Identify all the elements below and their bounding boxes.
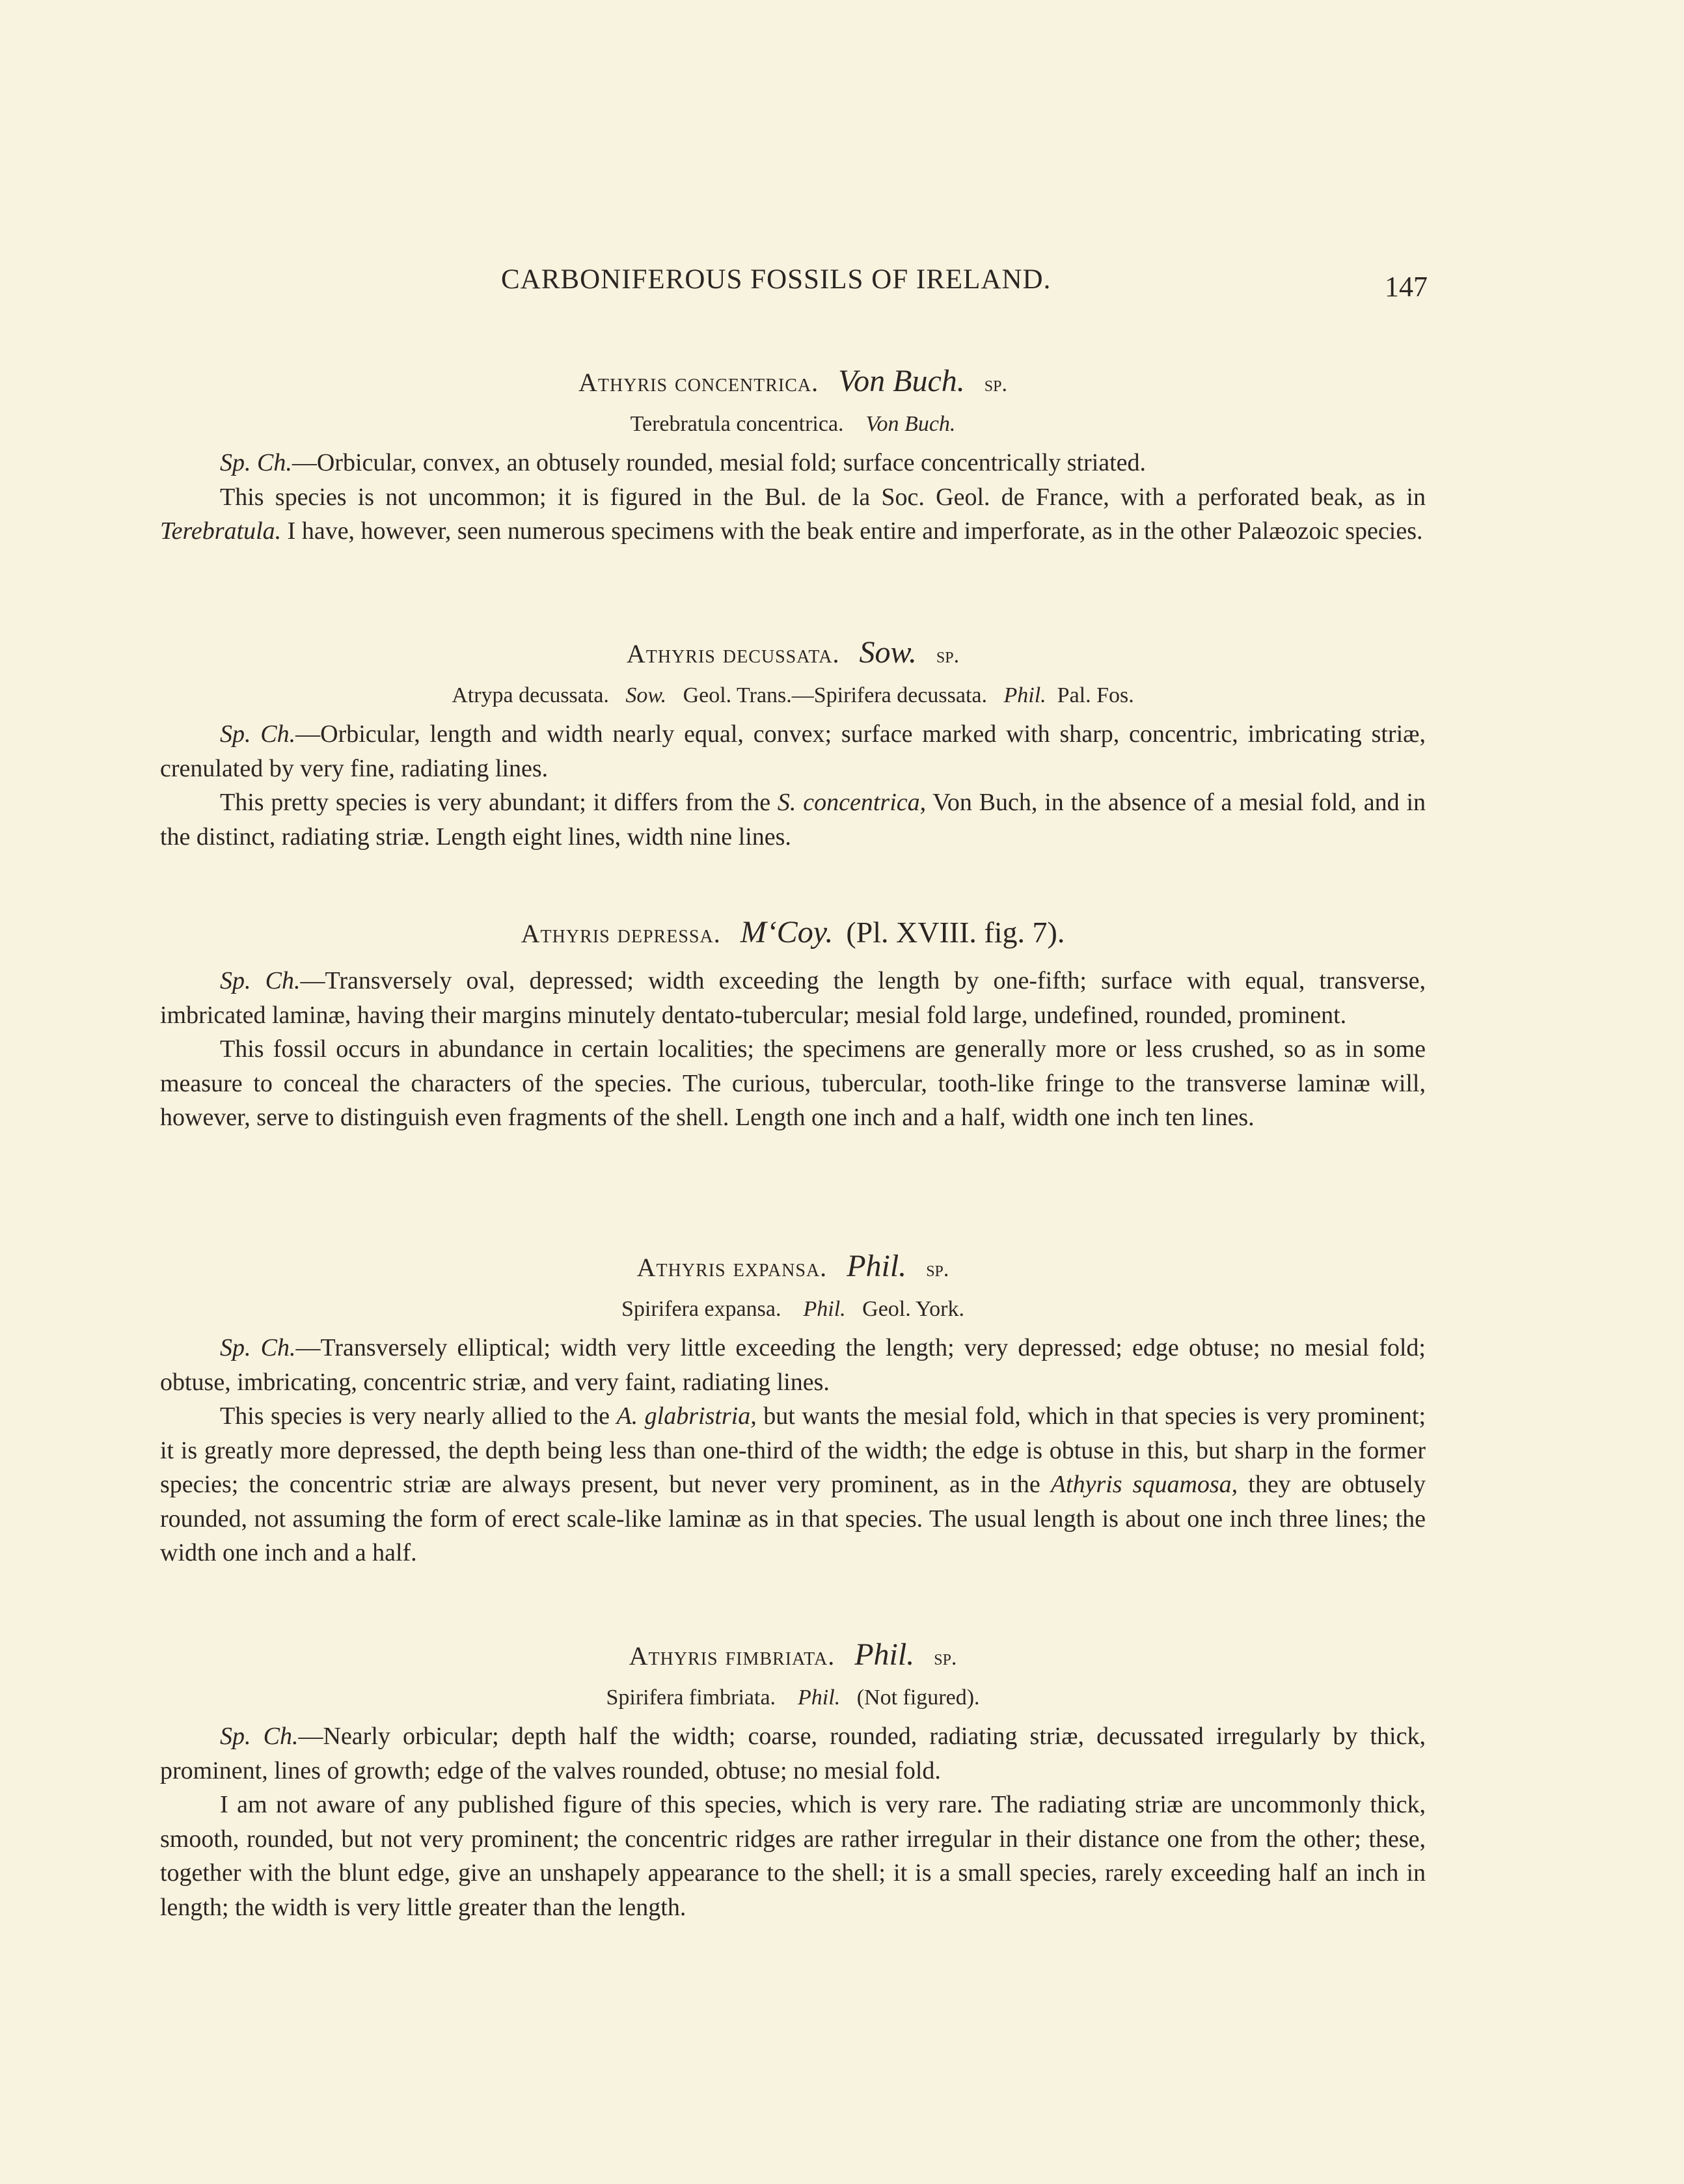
species-author: M‘Coy. (740, 915, 834, 949)
species-heading (160, 914, 1426, 952)
synonymy-line (160, 408, 1426, 441)
synonym-author: Phil. (798, 1686, 841, 1710)
species-name: Athyris fimbriata. (629, 1641, 835, 1671)
species-abbrev: sp. (934, 1646, 957, 1670)
species-heading (160, 363, 1426, 403)
species-entry-depressa (160, 914, 1426, 1135)
sp-ch-text: —Orbicular, convex, an obtusely rounded, mesial fold; surface concentrically striated. (292, 449, 1147, 476)
specific-characters (160, 1719, 1426, 1788)
synonym-name: Geol. Trans.—Spirifera decussata. (683, 683, 987, 707)
species-name: Athyris expansa. (636, 1253, 828, 1282)
sp-ch-label: Sp. Ch. (220, 1334, 296, 1361)
species-abbrev: sp. (984, 372, 1007, 396)
specific-characters (160, 964, 1426, 1032)
species-heading (160, 635, 1426, 674)
description-italic: A. glabristria, (616, 1402, 757, 1430)
species-author: Sow. (859, 635, 917, 670)
sp-ch-label: Sp. Ch. (220, 449, 292, 476)
species-author: Von Buch. (838, 364, 965, 398)
description-text: I am not aware of any published figure of this species, which is very rare. The radiating striæ are uncommonly thick, smooth, rounded, but not very prominent; the concentric ridges are rather irregular in their distance one from the other; these, together with the blunt edge, give an unshapely appearance to the shell; it is a small species, rarely exceeding half an inch in length; the width is very little greater than the length. (160, 1791, 1426, 1921)
sp-ch-text: —Transversely oval, depressed; width exceeding the length by one-fifth; surface with equal, transverse, imbricated laminæ, having their margins minutely dentato-tubercular; mesial fold large, undefined, rounded, prominent. (160, 967, 1426, 1029)
species-heading (160, 1248, 1426, 1288)
synonym-name: Spirifera expansa. (621, 1297, 781, 1321)
description-text: This species is very nearly allied to the (220, 1402, 617, 1430)
species-abbrev: sp. (936, 644, 960, 668)
sp-ch-label: Sp. Ch. (220, 1723, 299, 1750)
species-entry-fimbriata (160, 1637, 1426, 1924)
description-text: they are obtusely rounded, not assuming the form of erect scale-like laminæ as in that species. The usual length is about one inch three lines; the width one inch and a half. (160, 1471, 1426, 1566)
synonym-note: (Not figured). (856, 1686, 980, 1710)
description-paragraph (160, 1788, 1426, 1924)
description-text: Von Buch, in the absence of a mesial fold, and in the distinct, radiating striæ. Length eight lines, width nine lines. (160, 789, 1426, 851)
synonym-reference: Geol. York. (862, 1297, 964, 1321)
synonym-author: Phil. (1003, 683, 1046, 707)
synonym-name: Spirifera fimbriata. (606, 1686, 776, 1710)
species-heading (160, 1637, 1426, 1676)
description-paragraph (160, 785, 1426, 854)
description-paragraph (160, 480, 1426, 549)
description-text: This fossil occurs in abundance in certain localities; the specimens are generally more or less crushed, so as in some measure to conceal the characters of the species. The curious, tubercular, tooth-like fringe to the transverse laminæ will, however, serve to distinguish even fragments of the shell. Length one inch and a half, width one inch ten lines. (160, 1035, 1426, 1131)
description-text: This pretty species is very abundant; it differs from the (220, 789, 778, 816)
synonym-author: Von Buch. (865, 412, 956, 436)
description-paragraph (160, 1032, 1426, 1135)
species-abbrev: sp. (926, 1257, 949, 1281)
description-paragraph (160, 1399, 1426, 1570)
description-text: I have, however, seen numerous specimens with the beak entire and imperforate, as in the other Palæozoic species. (281, 517, 1423, 545)
description-text: but wants the mesial fold, which in that species is very prominent; it is greatly more depressed, the depth being less than one-third of the width; the edge is obtuse in this, but sharp in the former species; the concentric striæ are always present, but never very prominent, as in the (160, 1402, 1426, 1498)
description-italic: S. concentrica, (777, 789, 927, 816)
synonym-name: Terebratula concentrica. (630, 412, 844, 436)
synonymy-line (160, 1682, 1426, 1714)
species-author: Phil. (847, 1249, 907, 1283)
species-name: Athyris depressa. (521, 919, 721, 948)
page-number: 147 (1385, 271, 1428, 303)
sp-ch-text: —Transversely elliptical; width very little exceeding the length; very depressed; edge obtuse; no mesial fold; obtuse, imbricating, concentric striæ, and very faint, radiating lines. (160, 1334, 1426, 1396)
species-author: Phil. (854, 1637, 915, 1672)
species-name: Athyris decussata. (626, 639, 840, 668)
synonym-reference: Pal. Fos. (1057, 683, 1134, 707)
species-entry-concentrica (160, 363, 1426, 549)
sp-ch-text: —Nearly orbicular; depth half the width; coarse, rounded, radiating striæ, decussated irregularly by thick, prominent, lines of growth; edge of the valves rounded, obtuse; no mesial fold. (160, 1723, 1426, 1784)
running-head: CARBONIFEROUS FOSSILS OF IRELAND. (501, 264, 1052, 295)
species-entry-expansa (160, 1248, 1426, 1570)
sp-ch-text: —Orbicular, length and width nearly equal, convex; surface marked with sharp, concentric, imbricating striæ, crenulated by very fine, radiating lines. (160, 720, 1426, 782)
synonymy-line (160, 679, 1426, 712)
sp-ch-label: Sp. Ch. (220, 967, 301, 994)
plate-reference: (Pl. XVIII. fig. 7). (846, 916, 1065, 949)
specific-characters (160, 1331, 1426, 1399)
synonym-name: Atrypa decussata. (452, 683, 609, 707)
species-entry-decussata (160, 635, 1426, 854)
description-italic: Athyris squamosa, (1050, 1471, 1238, 1498)
synonymy-line (160, 1293, 1426, 1326)
synonym-author: Phil. (803, 1297, 846, 1321)
description-text: This species is not uncommon; it is figured in the Bul. de la Soc. Geol. de France, with a perforated beak, as in (220, 483, 1426, 511)
description-italic: Terebratula. (160, 517, 282, 545)
specific-characters (160, 446, 1426, 480)
synonym-author: Sow. (625, 683, 667, 707)
specific-characters (160, 717, 1426, 785)
species-name: Athyris concentrica. (578, 368, 819, 397)
sp-ch-label: Sp. Ch. (220, 720, 296, 748)
